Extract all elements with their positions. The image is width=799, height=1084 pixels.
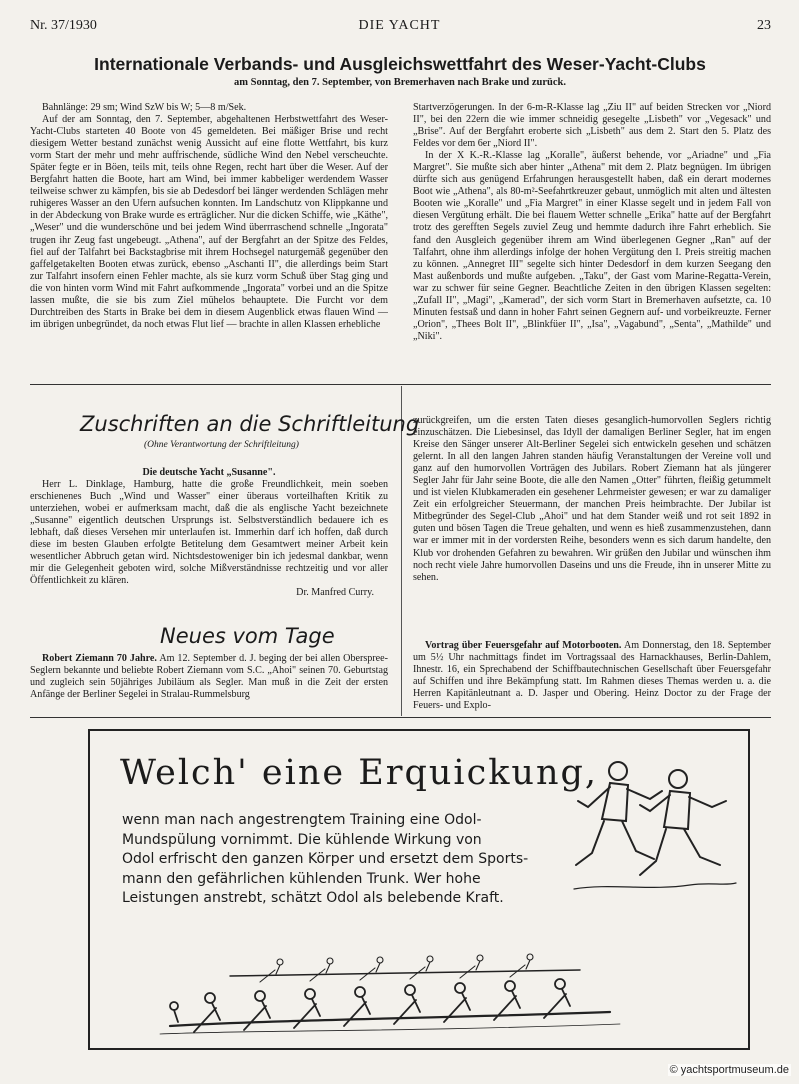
article-title: Internationale Verbands- und Ausgleichswettfahrt des Weser-Yacht-Clubs [94,54,706,74]
section-divider [30,384,771,385]
ad-divider [30,717,771,718]
ad-line: Leistungen anstrebt, schätzt Odol als belebende Kraft. [122,890,504,906]
section-note: (Ohne Verantwortung der Schriftleitung) [144,440,299,450]
section-heading-news: Neues vom Tage [160,624,335,648]
article-subtitle: am Sonntag, den 7. September, von Bremerhaven nach Brake und zurück. [234,77,566,88]
magazine-name: DIE YACHT [358,18,441,33]
lecture-title: Vortrag über Feuersgefahr auf Motorbooten. [425,640,622,651]
article-column-right [413,102,771,374]
ad-body [122,811,552,909]
paragraph: zurückgreifen, um die ersten Taten dieses gesanglich-humorvollen Seglers richtig einzuschätzen. Die Liebesinsel, das Idyll der damaligen Berliner Segler, hat im engen Kreise den Sänger unserer Alt-Berliner Segelei sich entwickeln gesehen und schätzen gelernt. In all den langen Jahren standen häufig Veranstaltungen der Vereine voll und ganz auf den humorvollen Vorträgen des Jubilars. Robert Ziemann hat als jüngerer Segler Jahr für Jahr seine Boote, die alle den Namen „Otter" führten, fleißig getummelt und ist vielen Klubkameraden ein gesehener Lehrmeister gewesen; er war zu damaliger Zeit ein erfolgreicher Steuermann, der manchen Preis heimbrachte. Der Jubilar ist Mitbegründer des Segel-Club „Ahoi" und hat dem Stander weiß und rot seit 1892 in guten und bösen Tagen die Treue gehalten, und wenn es hieß zusammenzustehen, dann war er immer mit in der vordersten Reihe, besonders wenn es sich darum handelte, den Klub vor drohenden Gefahren zu bewahren. Wir grüßen den Jubilar und wünschen ihm noch recht viele Jahre humorvollen Daseins und uns die Freude, ihn in unserer Mitte zu sehen. [413,415,771,583]
article-column-left [30,102,388,374]
paragraph: Herr L. Dinklage, Hamburg, hatte die große Freundlichkeit, mein soeben erschienenes Buch „Wind und Wasser" einer überaus vorteilhaften Kritik zu unterziehen, wobei er aufmerksam macht, daß die als englische Yacht bezeichnete „Susanne" eigentlich deutschen Ursprungs ist. Selbstverständlich bedauere ich es lebhaft, daß dieses Versehen mir unterlaufen ist. Immerhin darf ich hoffen, daß durch diese im besten Glauben erfolgte Betitelung dem Gesamtwert meiner Arbeit kein wesentlicher Abbruch getan wird. Nichtsdestoweniger bin ich jedesmal dankbar, wenn mir die Gelegenheit geboten wird, solche Mißverständnisse rechtzeitig und vor aller Öffentlichkeit zu klären. [30,479,388,587]
news-body: Am 12. September d. J. beging der bei allen Oberspree-Seglern bekannte und beliebte Robert Ziemann vom S.C. „Ahoi" seinen 70. Geburtstag und zugleich sein 50jähriges Jubiläum als Segler. Man muß in die Zeit der ersten Anfänge der Berliner Segelei in Stralau-Rummelsburg [30,653,388,701]
paragraph: In der X K.-R.-Klasse lag „Koralle", äußerst behende, vor „Ariadne" und „Fia Margret". Sie mußte sich aber hinter „Athena" mit dem 2. Platz begnügen. Im übrigen dürfte sich aus genügend Erfahrungen herausgestellt haben, daß ein derart modernes Boot wie „Athena", als 80-m²-Seefahrtkreuzer gebaut, unmöglich mit alten und ältesten Booten wie „Koralle" und „Fia Margret" in einer Klasse segelt und in jedem Fall von diesen Vergütung erhält. Die bei flauem Wetter schnelle „Erika" hatte auf der Bergfahrt trotz des gerefften Segels zuviel Zeug und hemmte dadurch ihre Fahrt erheblich. Sie fand den Ausgleich gegenüber ihrem am Wind überlegenen Gegner „Ran" auf der Talfahrt, ohne ihm allerdings infolge der hohen Vergütung den I. Preis streitig machen zu können. „Annegret III" segelte sich hinter Dedesdorf in dem kurzen Seegang den Mast außenbords und mußte aufgeben. „Taku", der Gast vom Marine-Regatta-Verein, war zu schwer für seine Gegner. Beachtliche Zeiten in den übrigen Klassen segelten: „Zufall II", „Magi", „Kamerad", der sich vorm Start in Bremerhaven aufsetzte, ca. 10 Minuten festsaß und dann in hoher Fahrt seinen Gegnern auf- und vorbeikreuzte. Ferner „Orion", „Thees Bolt II", „Blinkfüer II", „Isa", „Vagabund", „Senta", „Mathilde" und „Niki". [413,150,771,342]
section-heading-letters: Zuschriften an die Schriftleitung [80,412,420,436]
paragraph: Startverzögerungen. In der 6-m-R-Klasse lag „Ziu II" auf beiden Strecken vor „Niord II", bei den 22ern die wie immer schneidig gesegelte „Lisbeth" vor „Vegesack" und „Brise". Auf der Bergfahrt eroberte sich „Lisbeth" aus dem 2. Start den 5. Platz des Feldes vor dem 6er „Niord II". [413,102,771,150]
ad-line: mann den gefährlichen kühlenden Trunk. Wer hohe [122,870,481,887]
odol-advertisement [88,729,750,1050]
page-number: 23 [757,18,771,33]
ad-line: Mundspülung vornimmt. Die kühlende Wirkung von [122,831,482,848]
paragraph: Bahnlänge: 29 sm; Wind SzW bis W; 5—8 m/Sek. [42,102,247,113]
ad-line: wenn man nach angestrengtem Training eine Odol- [122,812,482,828]
copyright-credit: © yachtsportmuseum.de [669,1064,789,1076]
issue-number: Nr. 37/1930 [30,18,97,33]
signature: Dr. Manfred Curry. [296,587,374,599]
ad-line: Odol erfrischt den ganzen Körper und ersetzt dem Sports- [122,851,529,867]
news-article [30,653,388,713]
lecture-body: Am Donnerstag, den 18. September um 5½ Uhr nachmittags findet im Vortragssaal des Harnackhauses, Berlin-Dahlem, Ihnestr. 16, ein Sprechabend der Schiffbautechnischen Gesellschaft über Feuersgefahr auf Schiffen und ihre Bekämpfung statt. Im Rahmen dieses Themas werden u. a. die Herren Kapitänleutnant a. D. Jasper und Obering. Heinz Doctor zu der Frage der Feuers- und Explo- [413,640,771,712]
news-title: Robert Ziemann 70 Jahre. [42,653,157,664]
letter-title: Die deutsche Yacht „Susanne". [142,467,276,478]
runners-illustration [570,749,740,914]
letter-article [30,467,388,627]
ad-headline: Welch' eine Erquickung, [120,753,599,793]
lecture-article [413,640,771,720]
rowing-crew-illustration [150,946,630,1041]
paragraph: Auf der am Sonntag, den 7. September, abgehaltenen Herbstwettfahrt des Weser-Yacht-Clubs starteten 40 Boote von 45 gemeldeten. Bei mäßiger Brise und recht diesigem Wetter bestand zunächst wenig Aussicht auf eine flotte Wettfahrt, bis kurz vorm Start der mehr und mehr auffrischende, südliche Wind den Nebel verscheuchte. Später fegte er in Böen, teils mit, teils ohne Regen, recht hart über die Weser. Auf der Bergfahrt hatten die Boote, hart am Wind, bei immer kabbeliger werdendem Wasser teilweise schwer zu kämpfen, bis sie ab Dedesdorf bei länger werdenden Schlägen mehr ruhigeres Wasser an den Ufern aufsuchen konnten. Im Landschutz von Klippkanne und in der Abdeckung von Brake wurde es erträglicher. Nur die dicken Schiffe, wie „Käthe", „Weser" und die wunderschöne und bei jedem Wind überrraschend schnelle „Ingorata" trugen ihr Zeug fast ungebeugt. „Athena", auf der Bergfahrt an der Spitze des Feldes, fiel auf der Talfahrt bei Backstagbrise mit ihrem Hochsegel naturgemäß gegenüber den gaffelgetakelten Booten etwas zurück, ebenso „Aschanti II", die allerdings beim Start zur Talfahrt insofern einen Fehler machte, als sie kurz vorm Schuß über Stag ging und die von hinten vorm Wind mit Fahrt aufkommende „Ingorata" vorbei und an die Spitze lassen mußte, die sie bis zum Ziel mühelos behauptete. Die Furcht vor dem Durchtreiben des Starts in Brake bei dem in diesem Augenblick etwas flauen Wind — im übrigen unbegründet, da noch etwas Flut lief — brachte in allen Klassen erhebliche [30,114,388,330]
news-continued-column [413,415,771,635]
